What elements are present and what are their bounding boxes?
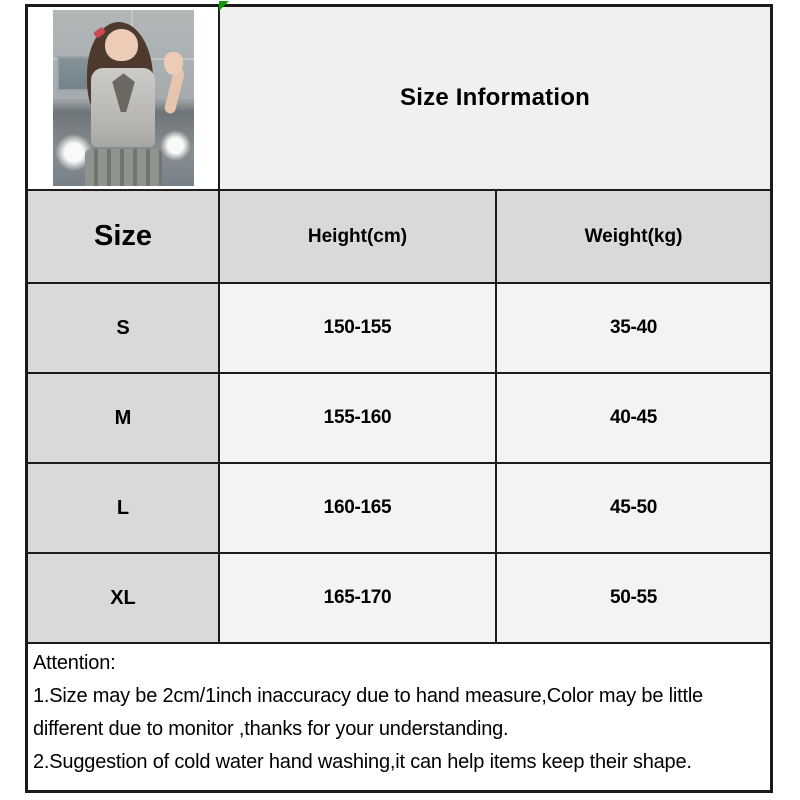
size-label: XL bbox=[110, 586, 136, 609]
height-value: 150-155 bbox=[323, 317, 392, 338]
height-value: 160-165 bbox=[323, 497, 392, 518]
header-size-cell bbox=[28, 191, 218, 282]
product-photo bbox=[53, 10, 194, 186]
weight-value: 45-50 bbox=[609, 497, 658, 518]
table-cell-height-xl bbox=[220, 554, 495, 642]
attention-section bbox=[28, 644, 770, 790]
photo-figure-hand bbox=[164, 52, 182, 75]
table-cell-weight-s bbox=[497, 284, 770, 372]
table-cell-weight-m bbox=[497, 374, 770, 462]
weight-value: 40-45 bbox=[609, 407, 658, 428]
header-height-cell bbox=[220, 191, 495, 282]
height-value: 155-160 bbox=[323, 407, 392, 428]
table-row-size-l bbox=[28, 464, 218, 552]
size-chart-table bbox=[25, 4, 773, 793]
table-cell-height-m bbox=[220, 374, 495, 462]
header-height-label: Height(cm) bbox=[307, 225, 408, 247]
photo-figure-skirt bbox=[85, 149, 161, 186]
size-information-title-cell bbox=[220, 7, 770, 189]
header-weight-cell bbox=[497, 191, 770, 282]
table-row-size-xl bbox=[28, 554, 218, 642]
attention-heading: Attention: bbox=[33, 652, 116, 674]
photo-figure-face bbox=[105, 29, 137, 61]
table-cell-weight-xl bbox=[497, 554, 770, 642]
size-label: S bbox=[116, 316, 130, 339]
table-cell-height-s bbox=[220, 284, 495, 372]
weight-value: 50-55 bbox=[609, 587, 658, 608]
header-size-label: Size bbox=[93, 220, 153, 252]
header-weight-label: Weight(kg) bbox=[584, 225, 683, 247]
table-cell-weight-l bbox=[497, 464, 770, 552]
height-value: 165-170 bbox=[323, 587, 392, 608]
table-row-size-s bbox=[28, 284, 218, 372]
size-label: M bbox=[114, 406, 132, 429]
product-photo-cell bbox=[28, 7, 218, 189]
weight-value: 35-40 bbox=[609, 317, 658, 338]
table-cell-height-l bbox=[220, 464, 495, 552]
attention-note-1: 1.Size may be 2cm/1inch inaccuracy due to hand measure,Color may be little different due to monitor ,thanks for your understanding. bbox=[33, 685, 703, 740]
table-row-size-m bbox=[28, 374, 218, 462]
excel-corner-flag-icon bbox=[219, 1, 229, 11]
photo-fountain-splash bbox=[160, 130, 191, 162]
attention-note-2: 2.Suggestion of cold water hand washing,it can help items keep their shape. bbox=[33, 751, 692, 773]
page-title: Size Information bbox=[400, 84, 590, 111]
size-label: L bbox=[116, 496, 130, 519]
